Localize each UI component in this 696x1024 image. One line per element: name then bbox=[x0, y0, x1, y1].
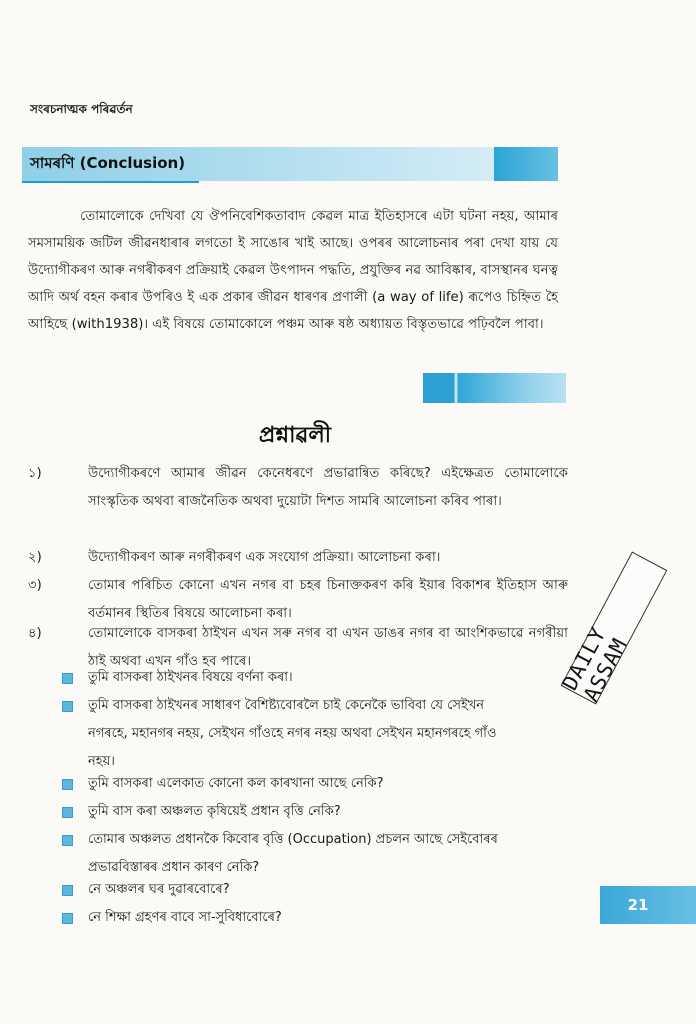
section-title: সামৰণি (Conclusion) bbox=[30, 153, 186, 172]
sub-question-text: তুমি বাসকৰা ঠাইখনৰ সাধাৰণ বৈশিষ্ট্যবোৰলৈ চাই কেনেকৈ ভাবিবা যে সেইখন নগৰহে, মহানগৰ নহয়, সেইখন গাঁওহে নগৰ নহয় অথবা সেইখন মহানগৰহে গাঁও নহয়। bbox=[88, 698, 497, 769]
running-head: সংৰচনাত্মক পৰিৱৰ্তন bbox=[30, 102, 133, 116]
question-text: উদ্যোগীকৰণে আমাৰ জীৱন কেনেধৰণে প্ৰভাৱান্বিত কৰিছে? এইক্ষেত্ৰত তোমালোকে সাংস্কৃতিক অথবা ৰাজনৈতিক অথবা দুয়োটা দিশত সামৰি আলোচনা কৰিব পাৰা। bbox=[88, 466, 568, 509]
question-text: উদ্যোগীকৰণ আৰু নগৰীকৰণ এক সংযোগ প্ৰক্ৰিয়া। আলোচনা কৰা। bbox=[88, 550, 441, 565]
daily-assam-stamp: DAILY ASSAM bbox=[561, 552, 668, 705]
question-item bbox=[28, 460, 568, 516]
sub-question-item bbox=[62, 692, 520, 776]
sub-question-text: তুমি বাসকৰা ঠাইখনৰ বিষয়ে বৰ্ণনা কৰা। bbox=[88, 670, 293, 685]
sub-question-text: তোমাৰ অঞ্চলত প্ৰধানকৈ কিবোৰ বৃত্তি (Occupation) প্ৰচলন আছে সেইবোৰৰ প্ৰভাৱবিস্তাৰৰ প্ৰধান কাৰণ নেকি? bbox=[88, 832, 498, 875]
sub-question-item bbox=[62, 876, 520, 904]
sub-question-item bbox=[62, 826, 520, 882]
sub-question-text: তুমি বাস কৰা অঞ্চলত কৃষিয়েই প্ৰধান বৃত্তি নেকি? bbox=[88, 804, 341, 819]
decorative-band bbox=[423, 373, 566, 403]
sub-question-item bbox=[62, 798, 520, 826]
question-number: ৩) bbox=[28, 578, 42, 593]
conclusion-paragraph: তোমালোকে দেখিবা যে ঔপনিবেশিকতাবাদ কেৱল মাত্ৰ ইতিহাসৰে এটা ঘটনা নহয়, আমাৰ সমসাময়িক জটিল জীৱনধাৰাৰ লগতো ই সাঙোৰ খাই আছে। ওপৰৰ আলোচনাৰ পৰা দেখা যায় যে উদ্যোগীকৰণ আৰু নগৰীকৰণ প্ৰক্ৰিয়াই কেৱল উৎপাদন পদ্ধতি, প্ৰযুক্তিৰ নৱ আবিষ্কাৰ, বাসস্থানৰ ঘনত্ব আদি অৰ্থ বহন কৰাৰ উপৰিও ই এক প্ৰকাৰ জীৱন ধাৰণৰ প্ৰণালী (a way of life) ৰূপেও চিহ্নিত হৈ আহিছে (with1938)। এই বিষয়ে তোমাকোলে পঞ্চম আৰু ষষ্ঠ অধ্যায়ত বিস্তৃতভাৱে পঢ়িবলৈ পাবা। bbox=[28, 209, 558, 332]
conclusion-title-wrap bbox=[22, 147, 199, 183]
square-bullet-icon bbox=[62, 779, 73, 790]
sub-question-item bbox=[62, 770, 520, 798]
square-bullet-icon bbox=[62, 835, 73, 846]
header-accent-block bbox=[494, 147, 558, 181]
sub-question-text: নে অঞ্চলৰ ঘৰ দুৱাৰবোৰে? bbox=[88, 882, 230, 897]
question-number: ১) bbox=[28, 466, 42, 481]
sub-question-item bbox=[62, 904, 520, 932]
square-bullet-icon bbox=[62, 807, 73, 818]
square-bullet-icon bbox=[62, 885, 73, 896]
question-number: ৪) bbox=[28, 626, 42, 641]
question-item bbox=[28, 544, 568, 572]
conclusion-header-band bbox=[22, 147, 558, 181]
square-bullet-icon bbox=[62, 673, 73, 684]
page-number: 21 bbox=[627, 896, 649, 914]
questions-title: প্ৰশ্নাৱলী bbox=[258, 423, 332, 448]
question-number: ২) bbox=[28, 550, 42, 565]
question-text: তোমালোকে বাসকৰা ঠাইখন এখন সৰু নগৰ বা এখন ডাঙৰ নগৰ বা আংশিকভাৱে নগৰীয়া ঠাই অথবা এখন গাঁও হব পাৰে। bbox=[88, 626, 568, 669]
square-bullet-icon bbox=[62, 913, 73, 924]
sub-question-text: তুমি বাসকৰা এলেকাত কোনো কল কাৰখানা আছে নেকি? bbox=[88, 776, 384, 791]
page-number-tab bbox=[600, 886, 696, 924]
sub-question-item bbox=[62, 664, 520, 692]
sub-question-text: নে শিক্ষা গ্ৰহণৰ বাবে সা-সুবিধাবোৰে? bbox=[88, 910, 282, 925]
square-bullet-icon bbox=[62, 701, 73, 712]
question-text: তোমাৰ পৰিচিত কোনো এখন নগৰ বা চহৰ চিনাক্তকৰণ কৰি ইয়াৰ বিকাশৰ ইতিহাস আৰু বৰ্তমানৰ স্থিতিৰ বিষয়ে আলোচনা কৰা। bbox=[88, 578, 568, 621]
